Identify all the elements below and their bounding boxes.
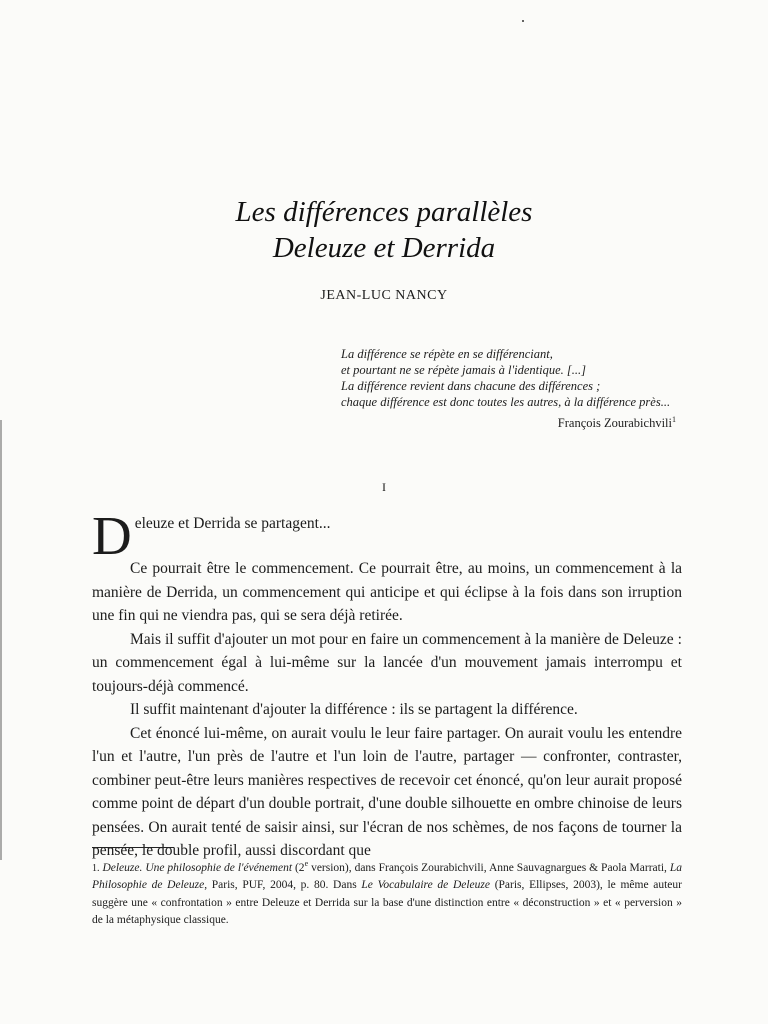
- drop-cap: D: [92, 505, 132, 566]
- body-paragraph: Ce pourrait être le commencement. Ce pourrait être, au moins, un commencement à la manière de Derrida, un commencement qui anticipe et qui éclipse à la fois dans son irruption une fin qui ne viendra pas, qui se sera déjà retirée.: [92, 560, 682, 624]
- footnote-text: (2: [294, 861, 305, 874]
- body-paragraph: Il suffit maintenant d'ajouter la différence : ils se partagent la différence.: [130, 701, 578, 718]
- epigraph-author: François Zourabichvili: [557, 416, 672, 431]
- epigraph-attribution: [400, 412, 676, 431]
- epigraph-line: chaque différence est donc toutes les autres, à la différence près...: [341, 395, 671, 409]
- footnote-book-title: Le Vocabulaire de Deleuze: [361, 879, 490, 892]
- author-name: JEAN-LUC NANCY: [320, 288, 448, 303]
- footnote-reference: 1: [672, 415, 676, 424]
- epigraph-line: La différence se répète en se différenciant,: [341, 347, 553, 361]
- article-title: Les différences parallèles: [235, 196, 533, 228]
- footnote-superscript: e: [304, 859, 309, 868]
- body-paragraph: Mais il suffit d'ajouter un mot pour en faire un commencement à la manière de Deleuze : un commencement égal à lui-même sur la lancée d'un mouvement jamais interrompu et toujours-déjà commencé.: [92, 630, 682, 695]
- footnote-rule: [92, 847, 174, 848]
- body-text: [92, 557, 682, 863]
- scan-speck: [522, 20, 524, 22]
- footnote-work-title: Deleuze. Une philosophie de l'événement: [102, 861, 293, 874]
- epigraph: [341, 346, 676, 410]
- epigraph-line: et pourtant ne se répète jamais à l'identique. [...]: [341, 363, 587, 377]
- footnote-text: , Paris, PUF, 2004, p. 80. Dans: [204, 879, 362, 892]
- footnote-text: version), dans François Zourabichvili, Anne Sauvagnargues & Paola Marrati,: [308, 861, 670, 874]
- article-subtitle: Deleuze et Derrida: [272, 232, 496, 264]
- section-number: I: [382, 480, 386, 494]
- footnote: [92, 855, 682, 930]
- epigraph-line: La différence revient dans chacune des différences ;: [341, 379, 601, 393]
- footnote-number: 1.: [92, 862, 100, 874]
- opening-line: [92, 505, 682, 566]
- footnote-text: (Paris, Ellipses, 2003), le même auteur suggère une « confrontation » entre Deleuze et Derrida sur la base d'une distinction entre « déconstruction » et « perversion » de la métaphysique classique.: [92, 879, 682, 927]
- body-paragraph: Cet énoncé lui-même, on aurait voulu le leur faire partager. On aurait voulu les entendre l'un et l'autre, l'un près de l'autre et l'un loin de l'autre, partager — confronter, contraster, combiner peut-être leurs manières respectives de recevoir cet énoncé, qu'on leur aurait proposé comme point de départ d'un double portrait, d'une double silhouette en ombre chinoise de leurs pensées. On aurait tenté de saisir ainsi, sur l'écran de nos schèmes, de nos façons de tourner la pensée, le double profil, aussi discordant que: [92, 724, 682, 859]
- footnote-book-title: La Philosophie de Deleuze: [92, 861, 683, 892]
- opening-text: eleuze et Derrida se partagent...: [134, 515, 331, 532]
